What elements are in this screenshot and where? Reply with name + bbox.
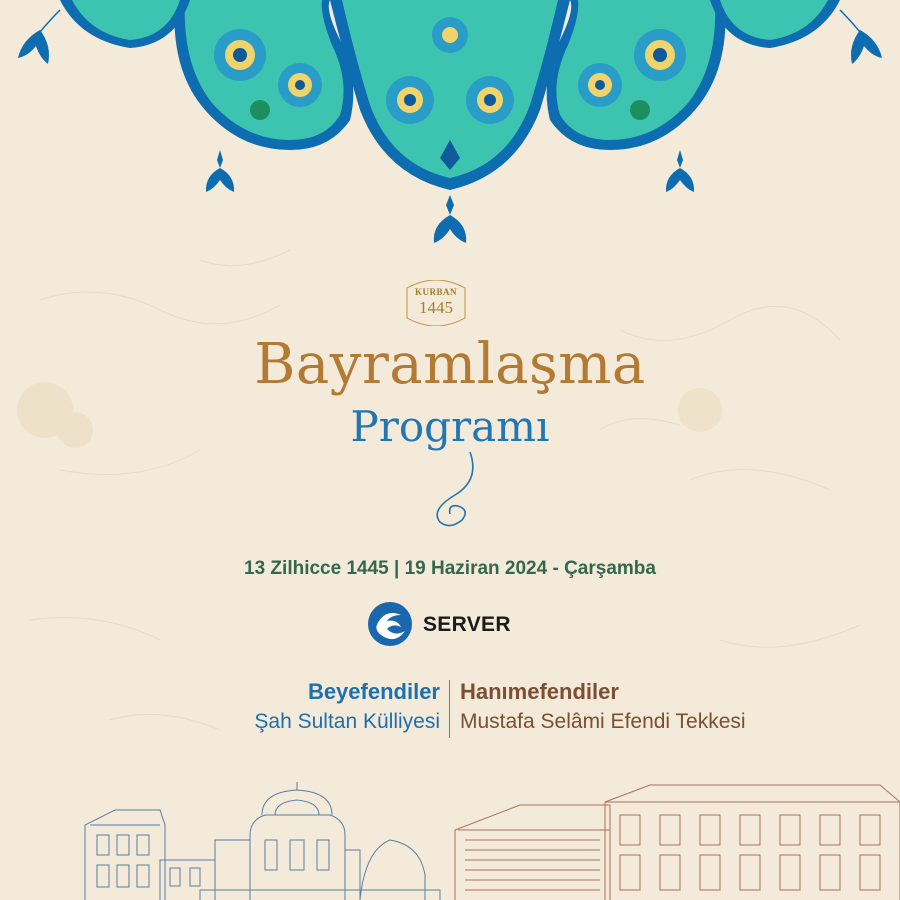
- gentlemen-heading: Beyefendiler: [307, 679, 440, 704]
- gentlemen-location: Şah Sultan Külliyesi: [254, 710, 440, 733]
- column-divider: [449, 680, 450, 738]
- left-lobe: [174, 0, 353, 150]
- turquoise-ornament: [0, 0, 900, 260]
- ladies-column: [460, 677, 746, 737]
- server-logo-icon: [367, 601, 413, 647]
- server-brand: [367, 601, 547, 647]
- kurban-badge: [401, 280, 471, 326]
- title-bayramlasma: Bayramlaşma: [254, 332, 646, 397]
- tekke-building: [455, 785, 900, 900]
- buildings-illustration: [0, 780, 900, 900]
- brand-name: SERVER: [423, 613, 511, 636]
- date-line: 13 Zilhicce 1445 | 19 Haziran 2024 - Çarşamba: [244, 558, 656, 579]
- center-lobe: [330, 0, 570, 190]
- flourish-swirl: [410, 450, 500, 530]
- sah-sultan-building: [85, 782, 440, 900]
- ladies-location: Mustafa Selâmi Efendi Tekkesi: [460, 710, 746, 733]
- badge-year: 1445: [419, 298, 453, 317]
- badge-label: KURBAN: [414, 287, 457, 297]
- gentlemen-column: [254, 677, 440, 737]
- ladies-heading: Hanımefendiler: [460, 679, 619, 704]
- title-programi: Programı: [350, 402, 550, 451]
- right-lobe: [547, 0, 726, 150]
